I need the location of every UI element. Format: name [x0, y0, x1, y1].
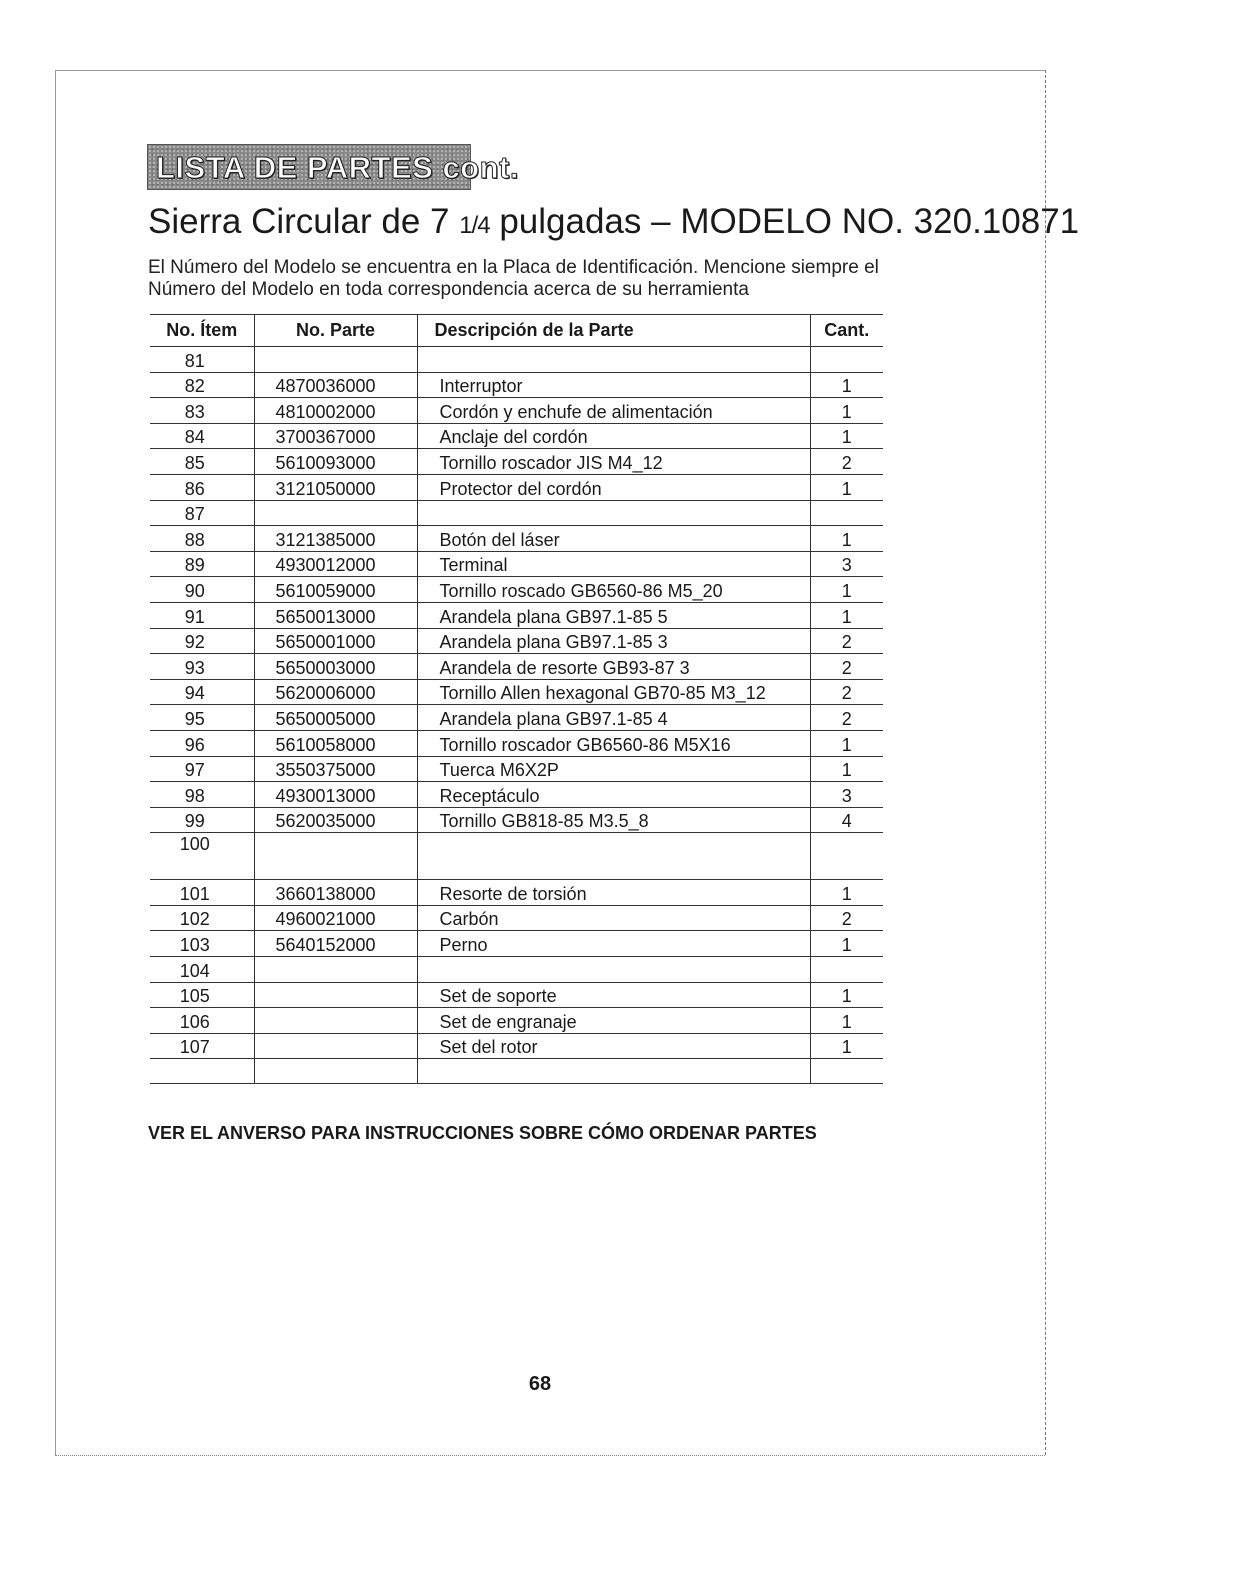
cell-desc: Tornillo roscado GB6560-86 M5_20: [417, 577, 810, 603]
cell-desc: Cordón y enchufe de alimentación: [417, 398, 810, 424]
cell-qty: [810, 500, 883, 526]
table-row: [150, 526, 883, 552]
cell-item: 94: [150, 679, 254, 705]
table-row: [150, 577, 883, 603]
cell-desc: Tornillo GB818-85 M3.5_8: [417, 807, 810, 833]
cell-desc: Resorte de torsión: [417, 880, 810, 906]
page-frame-right: [1045, 70, 1046, 1455]
cell-part: 5650001000: [254, 628, 417, 654]
cell-part: [254, 1033, 417, 1059]
cell-item: 85: [150, 449, 254, 475]
cell-qty: 2: [810, 905, 883, 931]
cell-item: 86: [150, 474, 254, 500]
table-row: [150, 423, 883, 449]
cell-item: 101: [150, 880, 254, 906]
section-banner-text: LISTA DE PARTES cont.: [156, 150, 519, 185]
cell-part: 4930013000: [254, 782, 417, 808]
page-title: [148, 202, 1080, 242]
cell-desc: Terminal: [417, 551, 810, 577]
cell-qty: 1: [810, 474, 883, 500]
cell-item: 103: [150, 931, 254, 957]
cell-desc: Tornillo roscador GB6560-86 M5X16: [417, 730, 810, 756]
cell-item: 93: [150, 654, 254, 680]
table-row: [150, 372, 883, 398]
cell-qty: 1: [810, 1008, 883, 1034]
table-row: [150, 880, 883, 906]
header-qty: Cant.: [810, 315, 883, 347]
table-row: [150, 807, 883, 833]
cell-part: 5650013000: [254, 602, 417, 628]
cell-desc: Anclaje del cordón: [417, 423, 810, 449]
cell-part: 4930012000: [254, 551, 417, 577]
cell-part: [254, 1059, 417, 1084]
header-part: No. Parte: [254, 315, 417, 347]
header-item: No. Ítem: [150, 315, 254, 347]
cell-item: 81: [150, 347, 254, 373]
cell-part: [254, 1008, 417, 1034]
table-row: [150, 931, 883, 957]
cell-desc: Interruptor: [417, 372, 810, 398]
cell-qty: [810, 833, 883, 880]
table-row: [150, 602, 883, 628]
cell-qty: 1: [810, 982, 883, 1008]
cell-item: 102: [150, 905, 254, 931]
cell-qty: 2: [810, 628, 883, 654]
cell-part: 5650005000: [254, 705, 417, 731]
cell-qty: 1: [810, 931, 883, 957]
cell-desc: [417, 833, 810, 880]
section-banner: [147, 144, 519, 190]
cell-desc: Set de soporte: [417, 982, 810, 1008]
cell-item: 96: [150, 730, 254, 756]
cell-desc: Arandela plana GB97.1-85 4: [417, 705, 810, 731]
cell-qty: 4: [810, 807, 883, 833]
table-row: [150, 500, 883, 526]
table-row: [150, 628, 883, 654]
table-body: [150, 347, 883, 1084]
cell-item: 98: [150, 782, 254, 808]
page-frame-bottom: [55, 1455, 1045, 1456]
table-row: [150, 551, 883, 577]
cell-part: [254, 500, 417, 526]
cell-qty: 1: [810, 526, 883, 552]
cell-part: 5610058000: [254, 730, 417, 756]
table-row: [150, 982, 883, 1008]
table-row: [150, 756, 883, 782]
page-frame-left: [55, 70, 56, 1455]
table-row: [150, 398, 883, 424]
cell-desc: [417, 347, 810, 373]
table-row: [150, 833, 883, 880]
table-row: [150, 1059, 883, 1084]
cell-part: 3660138000: [254, 880, 417, 906]
table-row: [150, 654, 883, 680]
cell-qty: 1: [810, 423, 883, 449]
cell-part: [254, 957, 417, 983]
cell-desc: Arandela plana GB97.1-85 5: [417, 602, 810, 628]
title-part2: pulgadas – MODELO NO. 320.10871: [489, 202, 1080, 241]
page-frame-top: [55, 70, 1045, 71]
cell-item: [150, 1059, 254, 1084]
cell-item: 82: [150, 372, 254, 398]
title-part1: Sierra Circular de 7: [148, 202, 460, 241]
cell-part: 3550375000: [254, 756, 417, 782]
page-number: 68: [528, 1373, 552, 1395]
cell-part: 5610059000: [254, 577, 417, 603]
cell-qty: 1: [810, 756, 883, 782]
cell-desc: Tuerca M6X2P: [417, 756, 810, 782]
cell-qty: 3: [810, 551, 883, 577]
cell-part: [254, 833, 417, 880]
order-note: VER EL ANVERSO PARA INSTRUCCIONES SOBRE CÓMO ORDENAR PARTES: [148, 1123, 817, 1143]
table-row: [150, 957, 883, 983]
cell-desc: Tornillo Allen hexagonal GB70-85 M3_12: [417, 679, 810, 705]
cell-part: 3121050000: [254, 474, 417, 500]
cell-qty: 2: [810, 705, 883, 731]
cell-qty: 3: [810, 782, 883, 808]
cell-desc: [417, 957, 810, 983]
cell-part: [254, 347, 417, 373]
table-row: [150, 905, 883, 931]
parts-table: [150, 314, 883, 1084]
table-row: [150, 705, 883, 731]
cell-item: 99: [150, 807, 254, 833]
cell-part: 5620035000: [254, 807, 417, 833]
cell-item: 89: [150, 551, 254, 577]
cell-part: 3121385000: [254, 526, 417, 552]
intro-text: El Número del Modelo se encuentra en la Placa de Identificación. Mencione siempre el Número del Modelo en toda correspondencia acerca de su herramienta: [148, 257, 879, 300]
cell-desc: Perno: [417, 931, 810, 957]
cell-item: 88: [150, 526, 254, 552]
cell-part: 4810002000: [254, 398, 417, 424]
cell-qty: 1: [810, 730, 883, 756]
cell-qty: [810, 347, 883, 373]
cell-desc: Arandela de resorte GB93-87 3: [417, 654, 810, 680]
cell-part: [254, 982, 417, 1008]
cell-desc: Set del rotor: [417, 1033, 810, 1059]
cell-desc: Protector del cordón: [417, 474, 810, 500]
cell-item: 84: [150, 423, 254, 449]
table-header-row: [150, 315, 883, 347]
cell-qty: 1: [810, 372, 883, 398]
cell-qty: [810, 957, 883, 983]
cell-item: 92: [150, 628, 254, 654]
cell-part: 4870036000: [254, 372, 417, 398]
cell-part: 5650003000: [254, 654, 417, 680]
cell-qty: [810, 1059, 883, 1084]
cell-item: 106: [150, 1008, 254, 1034]
cell-item: 87: [150, 500, 254, 526]
cell-part: 3700367000: [254, 423, 417, 449]
table-row: [150, 782, 883, 808]
cell-item: 91: [150, 602, 254, 628]
cell-part: 5640152000: [254, 931, 417, 957]
table-row: [150, 730, 883, 756]
cell-desc: Arandela plana GB97.1-85 3: [417, 628, 810, 654]
cell-part: 5610093000: [254, 449, 417, 475]
cell-desc: Receptáculo: [417, 782, 810, 808]
cell-qty: 2: [810, 449, 883, 475]
table-row: [150, 1033, 883, 1059]
cell-desc: [417, 500, 810, 526]
cell-item: 97: [150, 756, 254, 782]
cell-desc: [417, 1059, 810, 1084]
cell-item: 107: [150, 1033, 254, 1059]
cell-part: 4960021000: [254, 905, 417, 931]
cell-item: 90: [150, 577, 254, 603]
cell-qty: 2: [810, 654, 883, 680]
cell-qty: 1: [810, 880, 883, 906]
cell-qty: 1: [810, 398, 883, 424]
title-fraction: 1/4: [459, 212, 490, 239]
cell-item: 83: [150, 398, 254, 424]
cell-item: 105: [150, 982, 254, 1008]
cell-qty: 1: [810, 577, 883, 603]
cell-desc: Set de engranaje: [417, 1008, 810, 1034]
header-desc: Descripción de la Parte: [417, 315, 810, 347]
cell-item: 95: [150, 705, 254, 731]
cell-qty: 1: [810, 602, 883, 628]
cell-qty: 1: [810, 1033, 883, 1059]
cell-qty: 2: [810, 679, 883, 705]
cell-item: 104: [150, 957, 254, 983]
table-row: [150, 679, 883, 705]
table-row: [150, 474, 883, 500]
cell-item: 100: [150, 833, 254, 880]
table-row: [150, 449, 883, 475]
cell-desc: Botón del láser: [417, 526, 810, 552]
table-row: [150, 1008, 883, 1034]
cell-part: 5620006000: [254, 679, 417, 705]
cell-desc: Tornillo roscador JIS M4_12: [417, 449, 810, 475]
cell-desc: Carbón: [417, 905, 810, 931]
table-row: [150, 347, 883, 373]
